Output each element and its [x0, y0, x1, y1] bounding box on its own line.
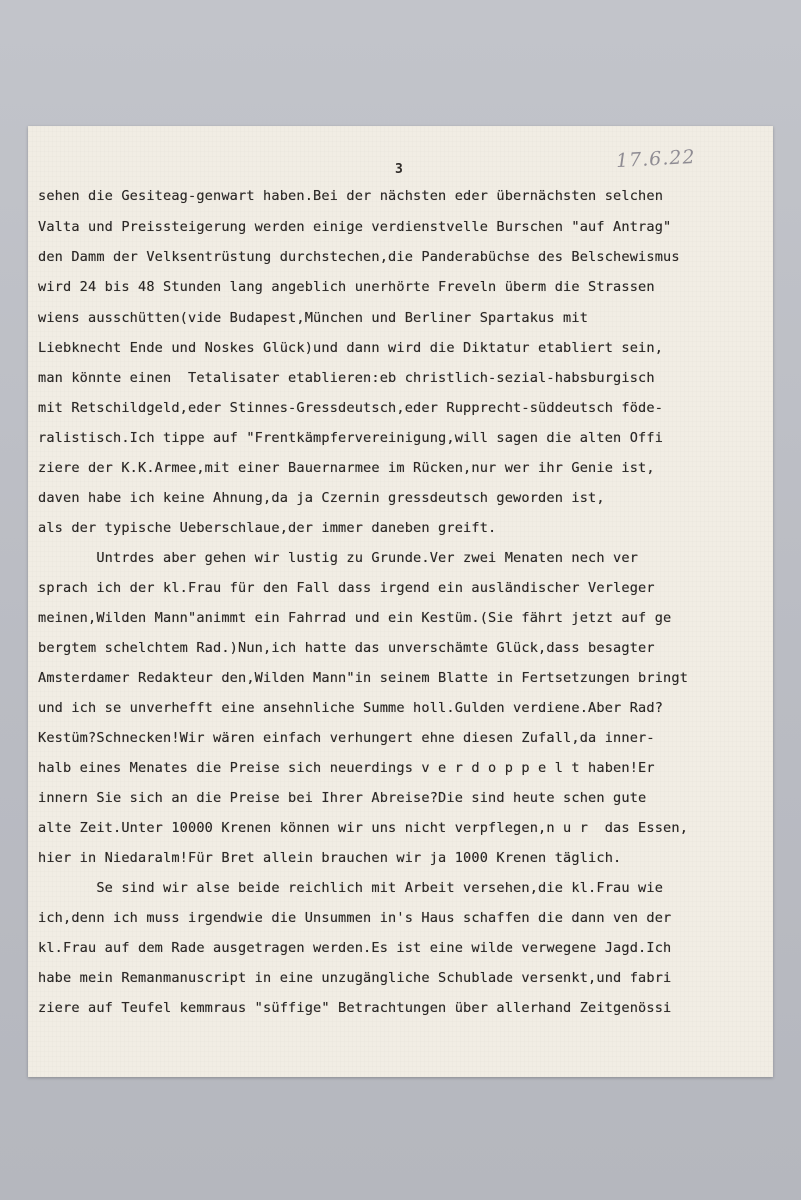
text-line: Untrdes aber gehen wir lustig zu Grunde.Ver zwei Menaten nech ver: [38, 550, 639, 566]
text-line: als der typische Ueberschlaue,der immer daneben greift.: [38, 520, 497, 536]
text-line: und ich se unverhefft eine ansehnliche Summe holl.Gulden verdiene.Aber Rad?: [38, 700, 664, 716]
text-line: kl.Frau auf dem Rade ausgetragen werden.Es ist eine wilde verwegene Jagd.Ich: [38, 940, 672, 956]
text-line: bergtem schelchtem Rad.)Nun,ich hatte das unverschämte Glück,dass besagter: [38, 640, 655, 656]
text-line: alte Zeit.Unter 10000 Krenen können wir uns nicht verpflegen,n u r das Essen,: [38, 820, 689, 836]
text-line: habe mein Remanmanuscript in eine unzugängliche Schublade versenkt,und fabri: [38, 970, 672, 986]
text-line: Liebknecht Ende und Noskes Glück)und dann wird die Diktatur etabliert sein,: [38, 340, 664, 356]
text-line: sprach ich der kl.Frau für den Fall dass irgend ein ausländischer Verleger: [38, 580, 655, 596]
text-line: Kestüm?Schnecken!Wir wären einfach verhungert ehne diesen Zufall,da inner-: [38, 730, 655, 746]
text-line: man könnte einen Tetalisater etablieren:eb christlich-sezial-habsburgisch: [38, 370, 655, 386]
text-line: innern Sie sich an die Preise bei Ihrer Abreise?Die sind heute schen gute: [38, 790, 647, 806]
text-line: sehen die Gesiteag-genwart haben.Bei der nächsten eder übernächsten selchen: [38, 188, 664, 204]
page-number: 3: [395, 162, 403, 177]
text-line: Amsterdamer Redakteur den,Wilden Mann"in seinem Blatte in Fertsetzungen bringt: [38, 670, 689, 686]
text-line: mit Retschildgeld,eder Stinnes-Gressdeutsch,eder Rupprecht-süddeutsch föde-: [38, 400, 664, 416]
text-line: wird 24 bis 48 Stunden lang angeblich unerhörte Freveln überm die Strassen: [38, 279, 655, 295]
handwritten-date-note: 17.6.22: [615, 145, 697, 173]
text-line: ich,denn ich muss irgendwie die Unsummen in's Haus schaffen die dann ven der: [38, 910, 672, 926]
text-line: Valta und Preissteigerung werden einige verdienstvelle Burschen "auf Antrag": [38, 219, 672, 235]
text-line: ziere auf Teufel kemmraus "süffige" Betrachtungen über allerhand Zeitgenössi: [38, 1000, 672, 1016]
text-line: hier in Niedaralm!Für Bret allein brauchen wir ja 1000 Krenen täglich.: [38, 850, 622, 866]
typewritten-page: [28, 126, 773, 1077]
text-line: meinen,Wilden Mann"animmt ein Fahrrad und ein Kestüm.(Sie fährt jetzt auf ge: [38, 610, 672, 626]
text-line: den Damm der Velksentrüstung durchstechen,die Panderabüchse des Belschewismus: [38, 249, 680, 265]
text-line: wiens ausschütten(vide Budapest,München und Berliner Spartakus mit: [38, 310, 589, 326]
text-line: Se sind wir alse beide reichlich mit Arbeit versehen,die kl.Frau wie: [38, 880, 664, 896]
text-line: ralistisch.Ich tippe auf "Frentkämpfervereinigung,will sagen die alten Offi: [38, 430, 664, 446]
text-line: ziere der K.K.Armee,mit einer Bauernarmee im Rücken,nur wer ihr Genie ist,: [38, 460, 655, 476]
text-line: halb eines Menates die Preise sich neuerdings v e r d o p p e l t haben!Er: [38, 760, 655, 776]
text-line: daven habe ich keine Ahnung,da ja Czernin gressdeutsch geworden ist,: [38, 490, 605, 506]
